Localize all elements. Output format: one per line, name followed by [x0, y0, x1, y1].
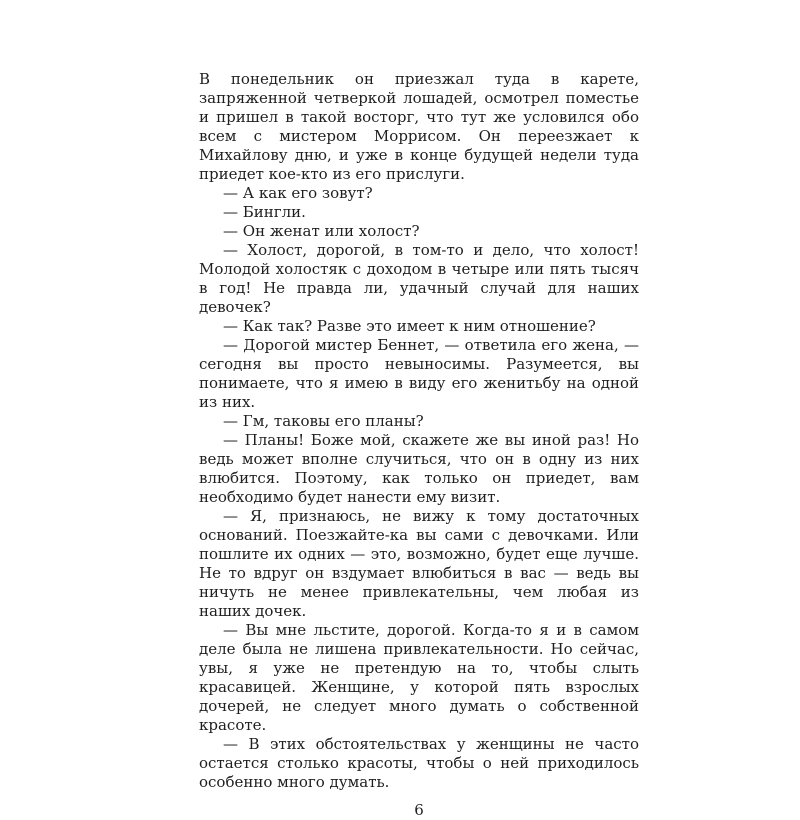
- paragraph-dialogue: — Вы мне льстите, дорогой. Когда-то я и в самом деле была не лишена привлекательности. Но сейчас, увы, я уже не претендую на то, чтобы слыть красавицей. Женщине, у которой пять взрослых дочерей, не следует много думать о собственной красоте.: [199, 621, 639, 734]
- paragraph-dialogue: — Я, признаюсь, не вижу к тому достаточных оснований. Поезжайте-ка вы сами с девочками. Или пошлите их одних — это, возможно, будет еще лучше. Не то вдруг он вздумает влюбиться в вас — ведь вы ничуть не менее привлекательны, чем любая из наших дочек.: [199, 507, 639, 620]
- page-number: 6: [414, 801, 424, 819]
- paragraph-dialogue: — Гм, таковы его планы?: [223, 412, 424, 430]
- paragraph-dialogue: — В этих обстоятельствах у женщины не часто остается столько красоты, чтобы о ней приходилось особенно много думать.: [199, 735, 639, 791]
- paragraph-dialogue: — Планы! Боже мой, скажете же вы иной раз! Но ведь может вполне случиться, что он в одну из них влюбится. Поэтому, как только он приедет, вам необходимо будет нанести ему визит.: [199, 431, 639, 506]
- paragraph-dialogue: — А как его зовут?: [223, 184, 373, 202]
- paragraph-dialogue: — Дорогой мистер Беннет, — ответила его жена, — сегодня вы просто невыносимы. Разумеется, вы понимаете, что я имею в виду его женитьбу на одной из них.: [199, 336, 639, 411]
- paragraph-dialogue: — Холост, дорогой, в том-то и дело, что холост! Молодой холостяк с доходом в четыре или пять тысяч в год! Не правда ли, удачный случай для наших девочек?: [199, 241, 639, 316]
- paragraph-dialogue: — Как так? Разве это имеет к ним отношение?: [223, 317, 596, 335]
- text-block: [199, 70, 639, 820]
- paragraph-narration: В понедельник он приезжал туда в карете, запряженной четверкой лошадей, осмотрел поместье и пришел в такой восторг, что тут же условился обо всем с мистером Моррисом. Он переезжает к Михайлову дню, и уже в конце будущей недели туда приедет кое-кто из его прислуги.: [199, 70, 639, 183]
- paragraph-dialogue: — Бингли.: [223, 203, 306, 221]
- paragraph-dialogue: — Он женат или холост?: [223, 222, 420, 240]
